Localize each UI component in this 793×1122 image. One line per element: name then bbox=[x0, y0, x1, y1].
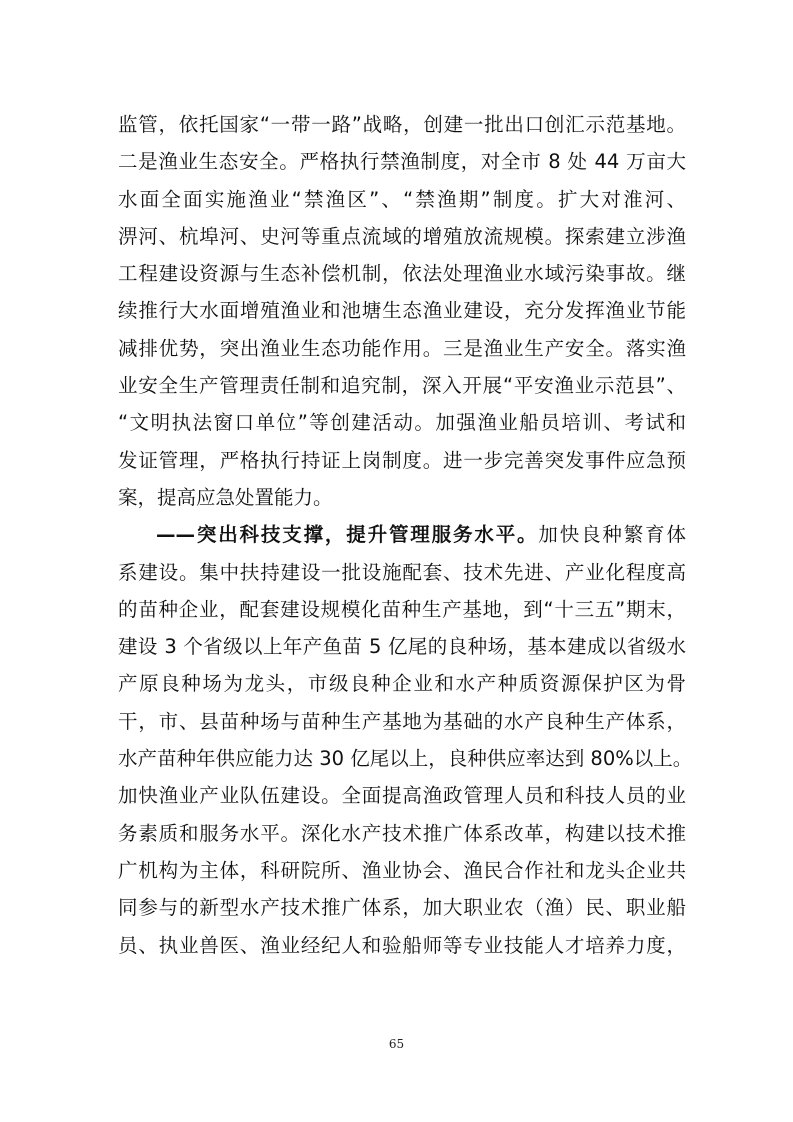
text-line: 产原良种场为龙头，市级良种企业和水产种质资源保护区为骨 bbox=[118, 672, 686, 696]
text-line: 减排优势，突出渔业生态功能作用。三是渔业生产安全。落实渔 bbox=[118, 336, 686, 360]
text-line: 广机构为主体，科研院所、渔业协会、渔民合作社和龙头企业共 bbox=[118, 858, 686, 882]
text-line: 发证管理，严格执行持证上岗制度。进一步完善突发事件应急预 bbox=[118, 448, 686, 472]
text-line: 建设 3 个省级以上年产鱼苗 5 亿尾的良种场，基本建成以省级水 bbox=[118, 635, 686, 659]
paragraph-heading-line bbox=[118, 516, 686, 553]
section-heading: ——突出科技支撑，提升管理服务水平。 bbox=[156, 523, 539, 547]
body-text bbox=[118, 106, 693, 964]
text-line: 系建设。集中扶持建设一批设施配套、技术先进、产业化程度高 bbox=[118, 560, 686, 584]
text-line: 干，市、县苗种场与苗种生产基地为基础的水产良种生产体系， bbox=[118, 709, 686, 733]
text-line: 案，提高应急处置能力。 bbox=[118, 485, 333, 509]
text-line: 水产苗种年供应能力达 30 亿尾以上，良种供应率达到 80%以上。 bbox=[118, 747, 693, 771]
text-line: 淠河、杭埠河、史河等重点流域的增殖放流规模。探索建立涉渔 bbox=[118, 224, 686, 248]
text-line: 员、执业兽医、渔业经纪人和验船师等专业技能人才培养力度， bbox=[118, 933, 686, 957]
page-number: 65 bbox=[388, 1037, 405, 1051]
text-line: 续推行大水面增殖渔业和池塘生态渔业建设，充分发挥渔业节能 bbox=[118, 299, 686, 323]
text-line: “文明执法窗口单位”等创建活动。加强渔业船员培训、考试和 bbox=[118, 411, 686, 435]
text-line: 监管，依托国家“一带一路”战略，创建一批出口创汇示范基地。 bbox=[118, 113, 686, 136]
text-line: 二是渔业生态安全。严格执行禁渔制度，对全市 8 处 44 万亩大 bbox=[118, 150, 686, 174]
text-line: 的苗种企业，配套建设规模化苗种生产基地，到“十三五”期末， bbox=[118, 597, 686, 621]
text-line: 加快渔业产业队伍建设。全面提高渔政管理人员和科技人员的业 bbox=[118, 784, 686, 808]
text-line: 同参与的新型水产技术推广体系，加大职业农（渔）民、职业船 bbox=[118, 896, 686, 920]
text-line: 工程建设资源与生态补偿机制，依法处理渔业水域污染事故。继 bbox=[118, 262, 686, 286]
text-line: 业安全生产管理责任制和追究制，深入开展“平安渔业示范县”、 bbox=[118, 374, 686, 398]
heading-line-rest: 加快良种繁育体 bbox=[538, 523, 686, 547]
text-line: 水面全面实施渔业“禁渔区”、“禁渔期”制度。扩大对淮河、 bbox=[118, 187, 686, 211]
text-line: 务素质和服务水平。深化水产技术推广体系改革，构建以技术推 bbox=[118, 821, 686, 845]
